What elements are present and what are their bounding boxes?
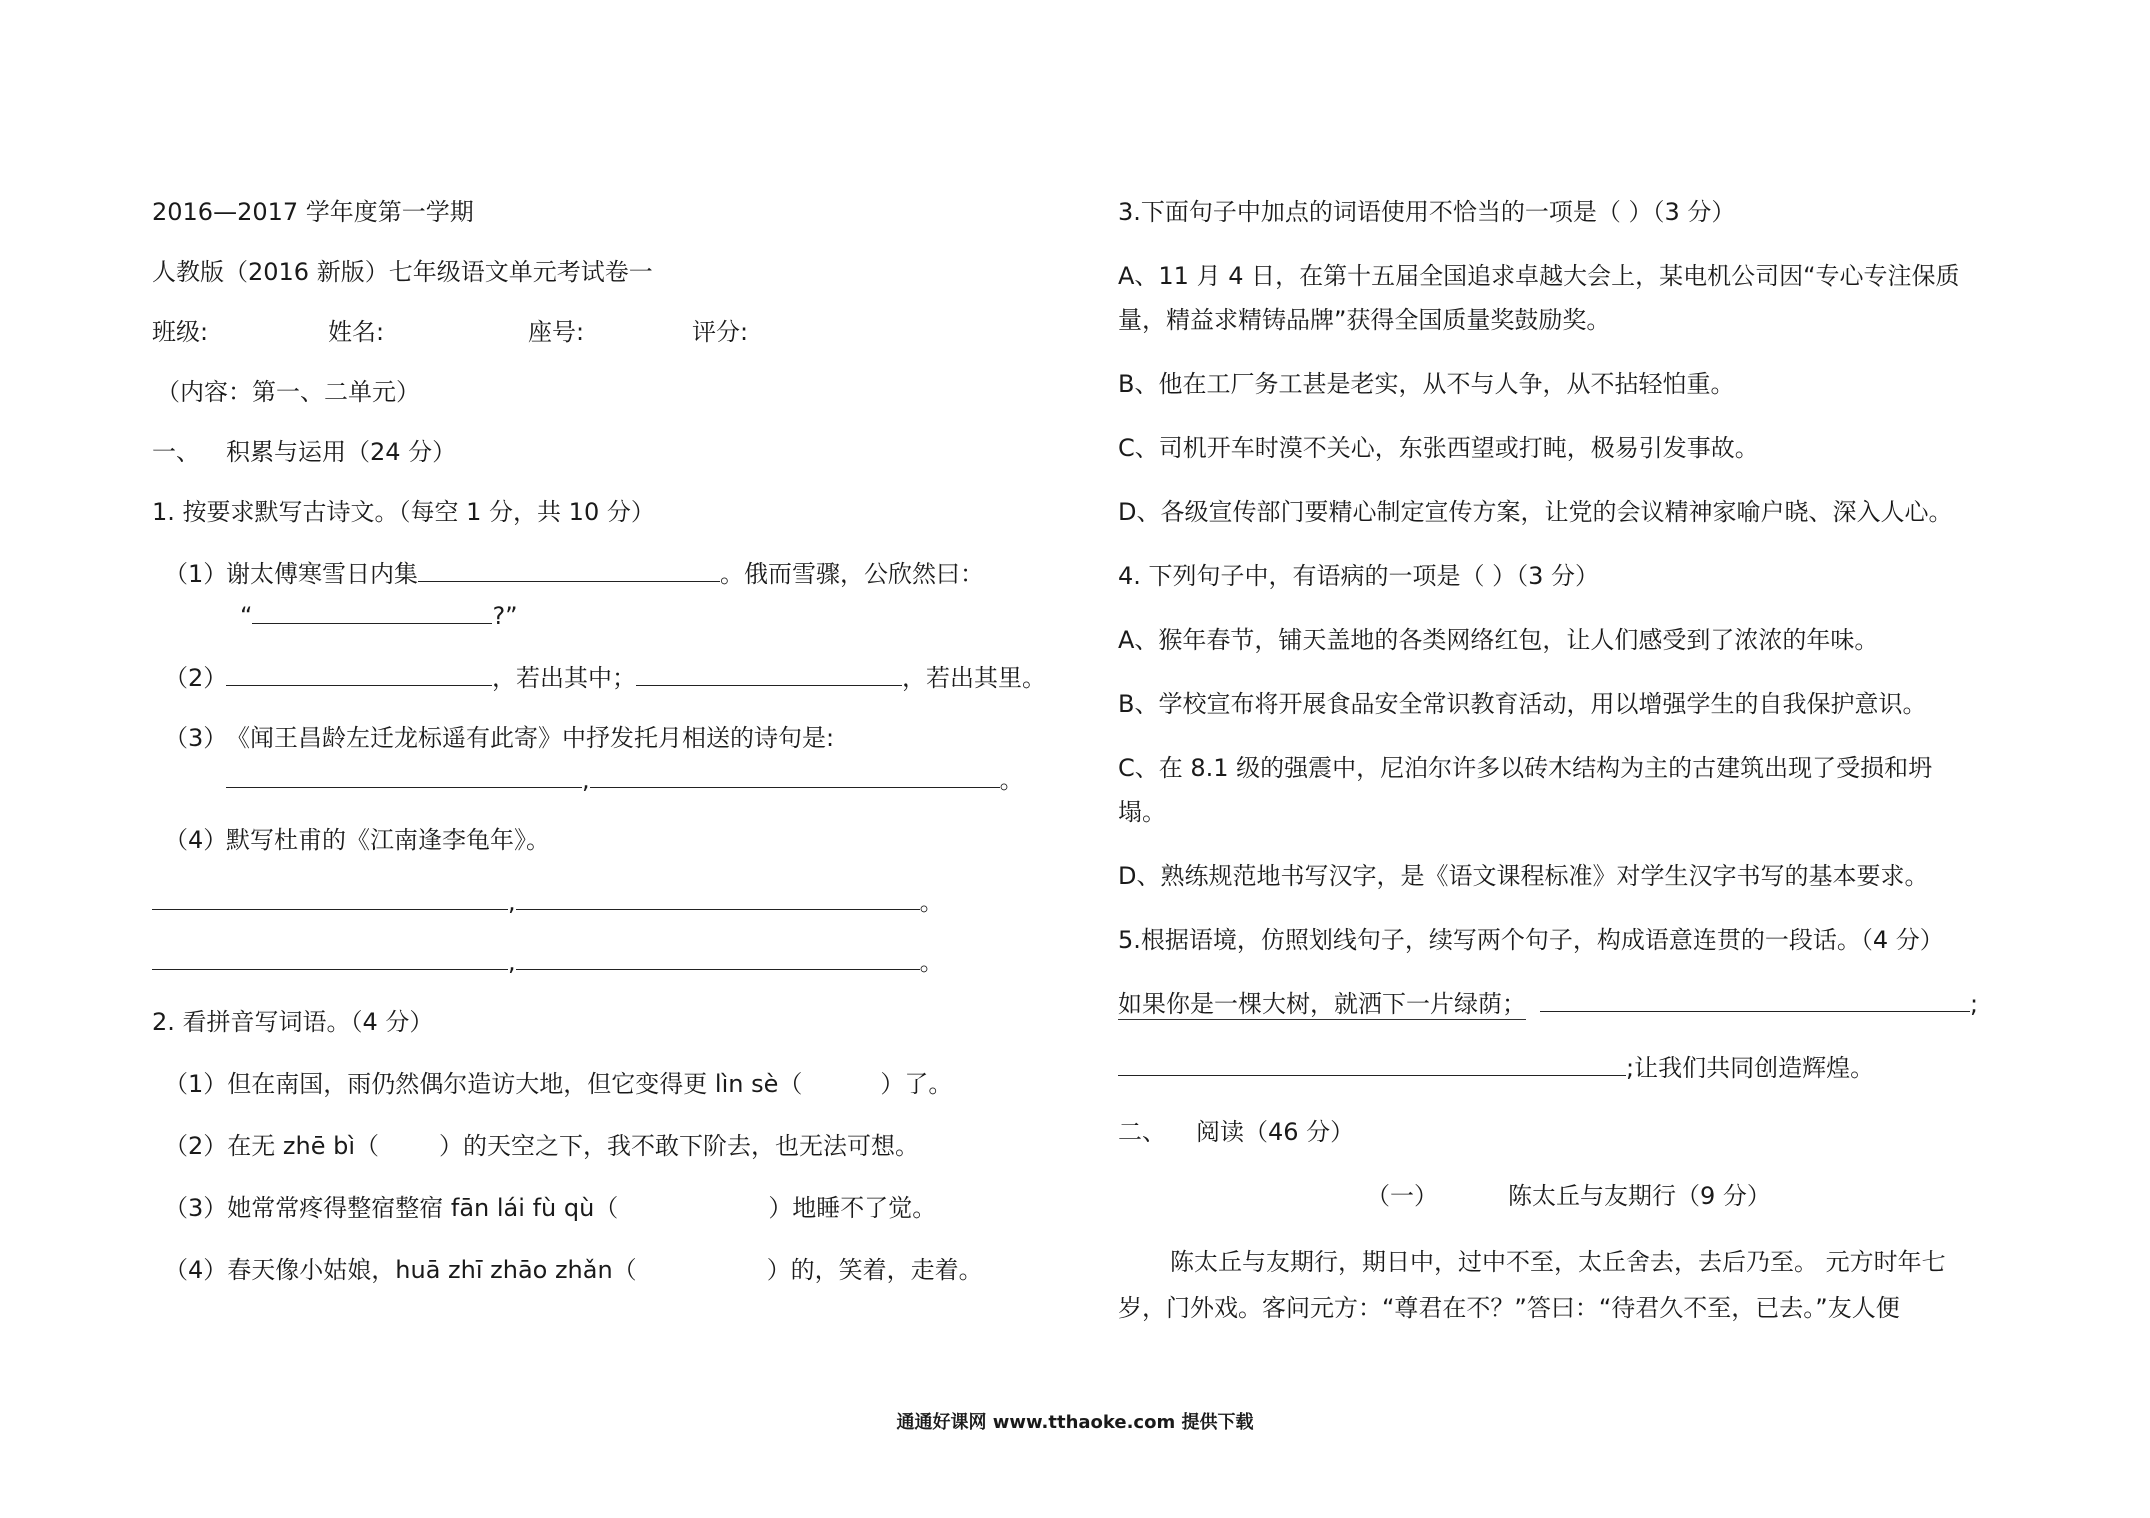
q1-stem: 1. 按要求默写古诗文。（每空 1 分，共 10 分） [152, 498, 655, 526]
q1-item3-comma: , [582, 766, 590, 794]
reading1-paragraph-line2: 岁，门外戏。客问元方：“尊君在不？”答曰：“待君久不至，已去。”友人便 [1118, 1294, 1900, 1322]
q5-line1 [1118, 988, 1978, 1020]
q1-item4-blank-2[interactable] [516, 887, 920, 910]
footer-credit: 通通好课网 www.tthaoke.com 提供下载 [896, 1412, 1254, 1433]
q1-item3-prompt: 《闻王昌龄左迁龙标遥有此寄》中抒发托月相送的诗句是: [226, 724, 835, 752]
q2-item3-text: （3）她常常疼得整宿整宿 fān lái fù qù（ [164, 1194, 619, 1222]
field-seat-label: 座号: [528, 318, 585, 346]
term-line: 2016—2017 学年度第一学期 [152, 198, 474, 226]
q5-stem: 5.根据语境，仿照划线句子，续写两个句子，构成语意连贯的一段话。（4 分） [1118, 926, 1944, 954]
section1-number: 一、 [152, 438, 200, 466]
q2-item1-text: （1）但在南国，雨仍然偶尔造访大地，但它变得更 lìn sè（ [164, 1070, 803, 1098]
reading1-title: 陈太丘与友期行（9 分） [1508, 1182, 1771, 1210]
q5-semicolon: ; [1970, 990, 1979, 1018]
reading1-number: （一） [1366, 1182, 1438, 1210]
q5-line2 [1118, 1052, 1874, 1084]
q1-item1-close-quote: ?” [492, 602, 518, 630]
q2-stem: 2. 看拼音写词语。（4 分） [152, 1008, 434, 1036]
q3-option-d: D、各级宣传部门要精心制定宣传方案，让党的会议精神家喻户晓、深入人心。 [1118, 498, 1953, 526]
q1-item3-number: （3） [164, 724, 228, 752]
q1-item2-text-2: ，若出其里。 [902, 664, 1046, 692]
q1-item1-number: （1） [164, 560, 228, 588]
q1-item4-blank-3[interactable] [152, 947, 508, 970]
q1-item4-answer-line-2 [152, 946, 944, 978]
q1-item4-blank-1[interactable] [152, 887, 508, 910]
q1-item1-open-quote: “ [240, 602, 253, 630]
q3-option-a-line2: 量，精益求精铸品牌”获得全国质量奖鼓励奖。 [1118, 306, 1611, 334]
q2-item1 [164, 1068, 952, 1100]
q1-item4-end-1: 。 [919, 888, 944, 916]
q2-item2 [164, 1130, 919, 1162]
section2-heading: 阅读（46 分） [1196, 1118, 1355, 1146]
scope-note: （内容：第一、二单元） [156, 378, 420, 406]
q1-item4-end-2: 。 [919, 948, 944, 976]
q5-ending: ;让我们共同创造辉煌。 [1626, 1054, 1875, 1082]
field-name-label: 姓名: [328, 318, 385, 346]
q2-item1-tail: ）了。 [880, 1070, 953, 1098]
q1-item3-blank-1[interactable] [226, 765, 582, 788]
q3-option-b: B、他在工厂务工甚是老实，从不与人争，从不拈轻怕重。 [1118, 370, 1735, 398]
q1-item2-line [226, 662, 1046, 694]
q2-item3 [164, 1192, 936, 1224]
q1-item1-quote-line [240, 600, 518, 632]
q2-item4-text: （4）春天像小姑娘，huā zhī zhāo zhǎn（ [164, 1256, 637, 1284]
q1-item2-blank-1[interactable] [226, 663, 492, 686]
exam-title: 人教版（2016 新版）七年级语文单元考试卷一 [152, 258, 653, 286]
reading1-paragraph-line1: 陈太丘与友期行，期日中，过中不至，太丘舍去，去后乃至。 元方时年七 [1170, 1248, 1946, 1276]
q1-item1-line [226, 558, 984, 590]
q1-item4-answer-line-1 [152, 886, 944, 918]
q3-stem: 3.下面句子中加点的词语使用不恰当的一项是（ ）（3 分） [1118, 198, 1736, 226]
q1-item4-prompt: 默写杜甫的《江南逢李龟年》。 [226, 826, 550, 854]
q2-item3-tail: ）地睡不了觉。 [768, 1194, 937, 1222]
q1-item1-text: 。俄而雪骤，公欣然曰： [720, 560, 984, 588]
q1-item4-number: （4） [164, 826, 228, 854]
q1-item3-period: 。 [999, 766, 1024, 794]
q1-item4-sep-1: , [508, 888, 516, 916]
q5-blank-2[interactable] [1118, 1053, 1626, 1076]
q1-item2-text-1: ，若出其中； [492, 664, 636, 692]
q4-stem: 4. 下列句子中，有语病的一项是（ ）（3 分） [1118, 562, 1600, 590]
q4-option-c-line2: 塌。 [1118, 798, 1166, 826]
q4-option-c-line1: C、在 8.1 级的强震中，尼泊尔许多以砖木结构为主的古建筑出现了受损和坍 [1118, 754, 1933, 782]
q4-option-a: A、猴年春节，铺天盖地的各类网络红包，让人们感受到了浓浓的年味。 [1118, 626, 1879, 654]
field-class-label: 班级: [152, 318, 209, 346]
q1-item3-blank-2[interactable] [590, 765, 1000, 788]
q5-blank-1[interactable] [1540, 989, 1970, 1012]
q3-option-c: C、司机开车时漠不关心，东张西望或打盹，极易引发事故。 [1118, 434, 1759, 462]
section2-number: 二、 [1118, 1118, 1166, 1146]
field-score-label: 评分: [692, 318, 749, 346]
q5-model-sentence: 如果你是一棵大树，就洒下一片绿荫； [1118, 990, 1526, 1018]
q2-item2-text: （2）在无 zhē bì（ [164, 1132, 380, 1160]
q1-item2-blank-2[interactable] [636, 663, 902, 686]
q3-option-a-line1: A、11 月 4 日，在第十五届全国追求卓越大会上，某电机公司因“专心专注保质 [1118, 262, 1960, 290]
q2-item4-tail: ）的，笑着，走着。 [766, 1256, 983, 1284]
q1-item2-number: （2） [164, 664, 228, 692]
q4-option-d: D、熟练规范地书写汉字，是《语文课程标准》对学生汉字书写的基本要求。 [1118, 862, 1929, 890]
q1-item1-prompt: 谢太傅寒雪日内集 [226, 560, 418, 588]
q1-item3-answer-line [226, 764, 1024, 796]
q1-item4-sep-2: , [508, 948, 516, 976]
q4-option-b: B、学校宣布将开展食品安全常识教育活动，用以增强学生的自我保护意识。 [1118, 690, 1927, 718]
q1-item1-quote-blank[interactable] [252, 601, 492, 624]
q2-item2-tail: ）的天空之下，我不敢下阶去，也无法可想。 [439, 1132, 920, 1160]
section1-heading: 积累与运用（24 分） [226, 438, 457, 466]
q2-item4 [164, 1254, 983, 1286]
q1-item1-blank[interactable] [418, 559, 720, 582]
q1-item4-blank-4[interactable] [516, 947, 920, 970]
